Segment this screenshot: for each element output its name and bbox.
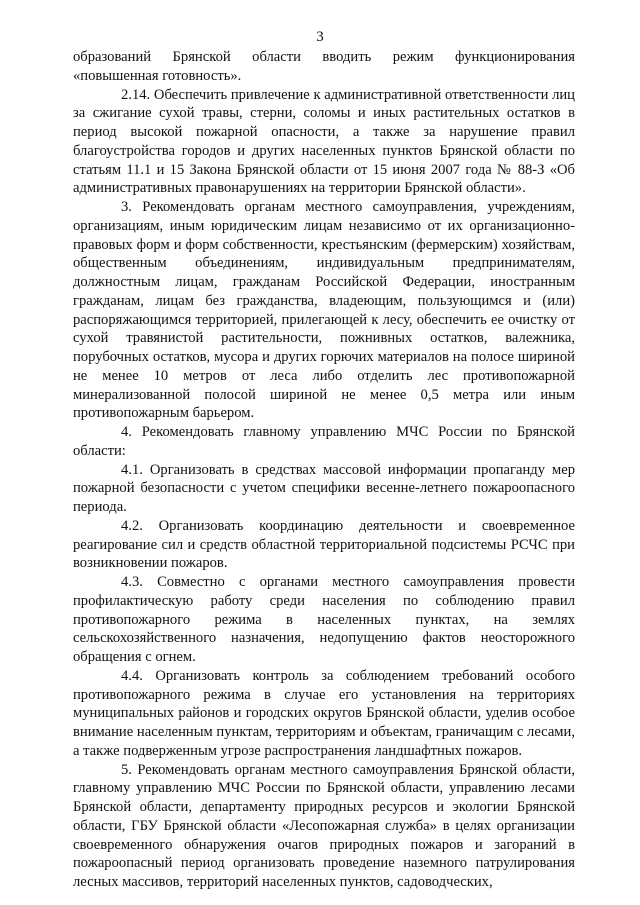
page-number: 3 xyxy=(316,29,324,45)
paragraph-4-2: 4.2. Организовать координацию деятельности и своевременное реагирование сил и средств областной территориальной подсистемы РСЧС при возникновении пожаров. xyxy=(73,517,575,572)
document-body xyxy=(73,48,575,892)
paragraph-4-3: 4.3. Совместно с органами местного самоуправления провести профилактическую работу среди населения по соблюдению правил противопожарного режима в населенных пунктах, на землях сельскохозяйственного назначения, недопущению фактов неосторожного обращения с огнем. xyxy=(73,574,575,665)
paragraph-4: 4. Рекомендовать главному управлению МЧС России по Брянской области: xyxy=(73,424,575,459)
paragraph-4-1: 4.1. Организовать в средствах массовой информации пропаганду мер пожарной безопасности с учетом специфики весенне-летнего пожароопасного периода. xyxy=(73,461,575,515)
paragraph-continuation: образований Брянской области вводить режим функционирования «повышенная готовность». xyxy=(73,49,575,84)
paragraph-4-4: 4.4. Организовать контроль за соблюдением требований особого противопожарного режима в случае его установления на территориях муниципальных районов и городских округов Брянской области, уделив особое внимание населенным пунктам, территориям и объектам, граничащим с лесами, а также подверженным угрозе распространения ландшафтных пожаров. xyxy=(73,667,575,759)
paragraph-5: 5. Рекомендовать органам местного самоуправления Брянской области, главному управлению МЧС России по Брянской области, управлению лесами Брянской области, департаменту природных ресурсов и экологии Брянской области, ГБУ Брянской области «Лесопожарная служба» в целях организации своевременного обнаружения очагов природных пожаров и загораний в пожароопасный период организовать проведение наземного патрулирования лесных массивов, территорий населенных пунктов, садоводческих, xyxy=(73,761,575,890)
paragraph-2-14: 2.14. Обеспечить привлечение к административной ответственности лиц за сжигание сухой травы, стерни, соломы и иных растительных остатков в период высокой пожарной опасности, а также за нарушение правил благоустройства городов и других населенных пунктов Брянской области по статьям 11.1 и 15 Закона Брянской области от 15 июня 2007 года № 88-З «Об административных правонарушениях на территории Брянской области». xyxy=(73,86,575,197)
paragraph-3: 3. Рекомендовать органам местного самоуправления, учреждениям, организациям, иным юридическим лицам независимо от их организационно-правовых форм и форм собственности, крестьянским (фермерским) хозяйствам, общественным объединениям, индивидуальным предпринимателям, должностным лицам, гражданам Российской Федерации, иностранным гражданам, лицам без гражданства, владеющим, пользующимся и (или) распоряжающимся территорией, прилегающей к лесу, обеспечить ее очистку от сухой травянистой растительности, пожнивных остатков, валежника, порубочных остатков, мусора и других горючих материалов на полосе шириной не менее 10 метров от леса либо отделить лес противопожарной минерализованной полосой шириной не менее 0,5 метра или иным противопожарным барьером. xyxy=(73,199,575,422)
